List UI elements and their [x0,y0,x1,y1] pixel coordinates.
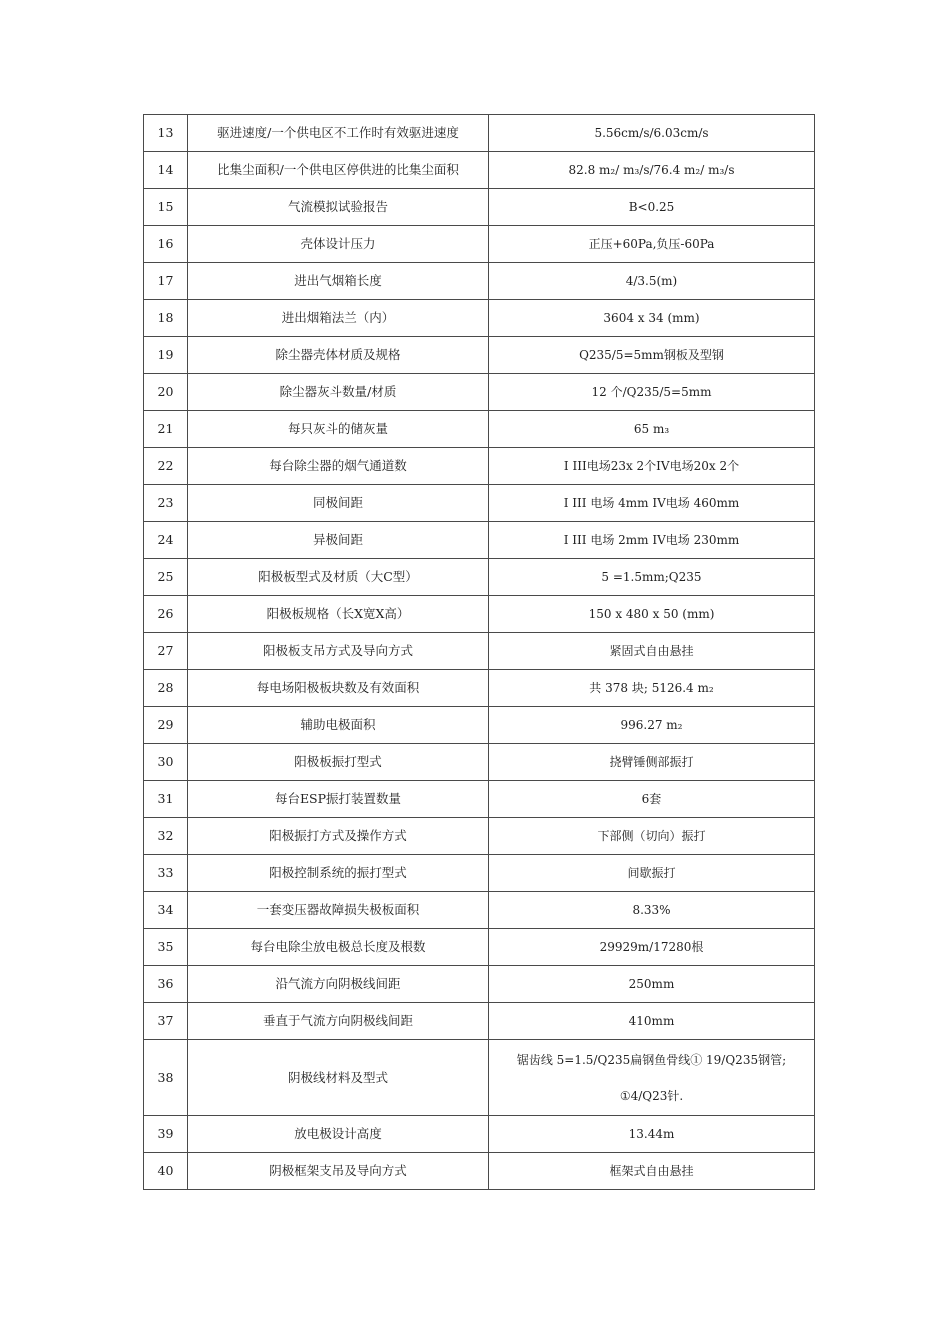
row-number: 32 [144,818,188,855]
table-row [144,744,815,781]
parameter-value: 5 =1.5mm;Q235 [489,559,815,596]
parameter-name: 壳体设计压力 [188,226,489,263]
parameter-name: 气流模拟试验报告 [188,189,489,226]
parameter-name: 同极间距 [188,485,489,522]
table-row [144,448,815,485]
table-row [144,263,815,300]
parameter-value: Q235/5=5mm钢板及型钢 [489,337,815,374]
parameter-value: 挠臂锤侧部振打 [489,744,815,781]
row-number: 19 [144,337,188,374]
table-row [144,300,815,337]
parameter-name: 异极间距 [188,522,489,559]
row-number: 28 [144,670,188,707]
parameter-name: 每只灰斗的储灰量 [188,411,489,448]
row-number: 17 [144,263,188,300]
row-number: 22 [144,448,188,485]
table-row [144,559,815,596]
parameter-value: 6套 [489,781,815,818]
parameter-name: 阳极板型式及材质（大C型） [188,559,489,596]
row-number: 27 [144,633,188,670]
parameter-name: 阴极框架支吊及导向方式 [188,1153,489,1190]
parameter-value: 65 m₃ [489,411,815,448]
parameter-name: 一套变压器故障损失极板面积 [188,892,489,929]
parameter-name: 进出烟箱法兰（内） [188,300,489,337]
parameter-value: 13.44m [489,1116,815,1153]
table-row [144,596,815,633]
parameter-name: 每台除尘器的烟气通道数 [188,448,489,485]
parameter-value: 250mm [489,966,815,1003]
table-row [144,892,815,929]
parameter-name: 阳极振打方式及操作方式 [188,818,489,855]
row-number: 24 [144,522,188,559]
parameter-name: 除尘器灰斗数量/材质 [188,374,489,411]
row-number: 15 [144,189,188,226]
parameter-value: 996.27 m₂ [489,707,815,744]
parameter-value: 29929m/17280根 [489,929,815,966]
table-row [144,966,815,1003]
parameter-value [489,1040,815,1116]
row-number: 34 [144,892,188,929]
table-row [144,855,815,892]
row-number: 38 [144,1040,188,1116]
row-number: 31 [144,781,188,818]
parameter-value: I III 电场 4mm IV电场 460mm [489,485,815,522]
parameter-value: 5.56cm/s/6.03cm/s [489,115,815,152]
parameter-value: 框架式自由悬挂 [489,1153,815,1190]
parameter-name: 进出气烟箱长度 [188,263,489,300]
parameter-name: 辅助电极面积 [188,707,489,744]
row-number: 30 [144,744,188,781]
parameter-value: 正压+60Pa,负压-60Pa [489,226,815,263]
parameter-name: 阳极板振打型式 [188,744,489,781]
row-number: 13 [144,115,188,152]
spec-table [143,114,815,1190]
parameter-name: 驱进速度/一个供电区不工作时有效驱进速度 [188,115,489,152]
row-number: 39 [144,1116,188,1153]
parameter-name: 每台电除尘放电极总长度及根数 [188,929,489,966]
table-row [144,1040,815,1116]
table-row [144,152,815,189]
parameter-value: 12 个/Q235/5=5mm [489,374,815,411]
parameter-name: 比集尘面积/一个供电区停供进的比集尘面积 [188,152,489,189]
parameter-value: 4/3.5(m) [489,263,815,300]
spec-table-body [144,115,815,1190]
parameter-name: 阳极控制系统的振打型式 [188,855,489,892]
parameter-value-line-1: 锯齿线 5=1.5/Q235扁钢鱼骨线① 19/Q235钢管; [516,1052,787,1067]
row-number: 14 [144,152,188,189]
parameter-name: 阴极线材料及型式 [188,1040,489,1116]
parameter-name: 除尘器壳体材质及规格 [188,337,489,374]
row-number: 29 [144,707,188,744]
row-number: 36 [144,966,188,1003]
table-row [144,226,815,263]
parameter-value: I III 电场 2mm IV电场 230mm [489,522,815,559]
parameter-name: 每台ESP振打装置数量 [188,781,489,818]
table-row [144,522,815,559]
parameter-name: 垂直于气流方向阴极线间距 [188,1003,489,1040]
row-number: 40 [144,1153,188,1190]
parameter-value: 82.8 m₂/ m₃/s/76.4 m₂/ m₃/s [489,152,815,189]
table-row [144,633,815,670]
parameter-value: 下部侧（切向）振打 [489,818,815,855]
parameter-value: 410mm [489,1003,815,1040]
parameter-value: B<0.25 [489,189,815,226]
row-number: 25 [144,559,188,596]
table-row [144,337,815,374]
parameter-name: 阳极板支吊方式及导向方式 [188,633,489,670]
row-number: 35 [144,929,188,966]
parameter-value: 紧固式自由悬挂 [489,633,815,670]
table-row [144,411,815,448]
parameter-name: 沿气流方向阴极线间距 [188,966,489,1003]
table-row [144,707,815,744]
row-number: 21 [144,411,188,448]
parameter-value: 150 x 480 x 50 (mm) [489,596,815,633]
table-row [144,818,815,855]
row-number: 26 [144,596,188,633]
table-row [144,929,815,966]
parameter-value: 8.33% [489,892,815,929]
parameter-value: 3604 x 34 (mm) [489,300,815,337]
table-row [144,1153,815,1190]
parameter-name: 每电场阳极板块数及有效面积 [188,670,489,707]
row-number: 23 [144,485,188,522]
table-row [144,189,815,226]
table-row [144,1116,815,1153]
row-number: 20 [144,374,188,411]
parameter-name: 阳极板规格（长X宽X高） [188,596,489,633]
parameter-value-line-2: ①4/Q23针. [619,1088,684,1103]
table-row [144,781,815,818]
row-number: 33 [144,855,188,892]
table-row [144,115,815,152]
table-row [144,374,815,411]
parameter-value: I III电场23x 2个IV电场20x 2个 [489,448,815,485]
row-number: 37 [144,1003,188,1040]
row-number: 18 [144,300,188,337]
row-number: 16 [144,226,188,263]
parameter-name: 放电极设计高度 [188,1116,489,1153]
parameter-value: 共 378 块; 5126.4 m₂ [489,670,815,707]
table-row [144,1003,815,1040]
parameter-value: 间歇振打 [489,855,815,892]
table-row [144,485,815,522]
table-row [144,670,815,707]
